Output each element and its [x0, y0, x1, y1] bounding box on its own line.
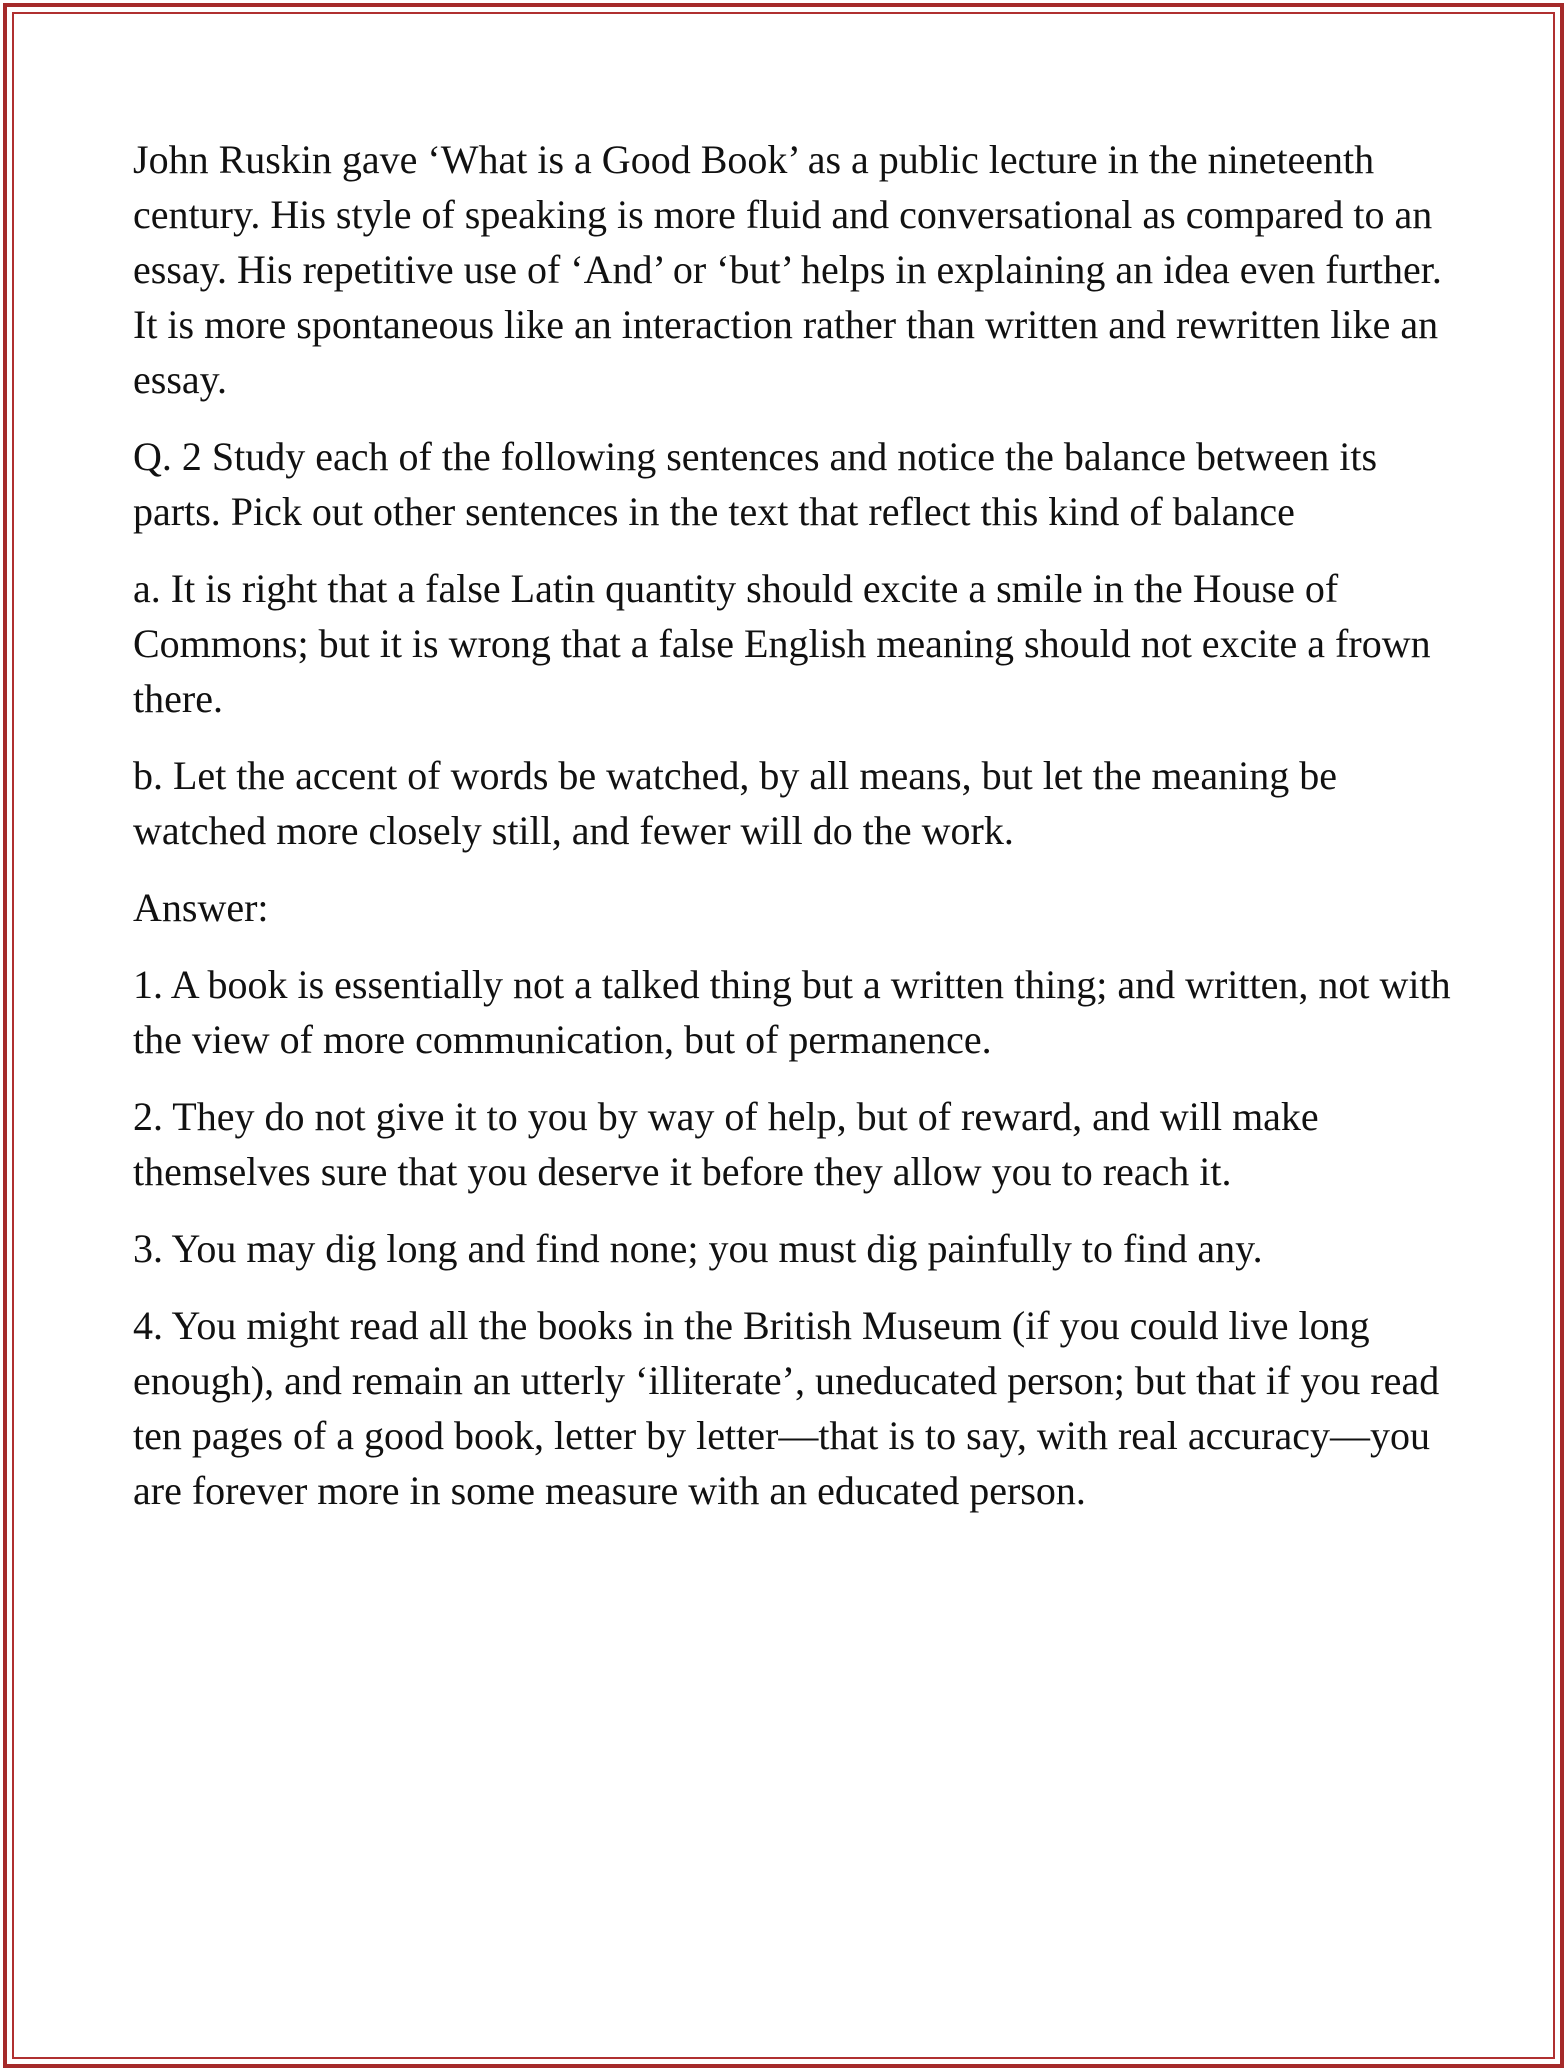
document-body: [133, 132, 1453, 1540]
question-paragraph: Q. 2 Study each of the following sentences and notice the balance between its parts. Pick out other sentences in the text that reflect this kind of balance: [133, 434, 1378, 534]
answer-item-3: 3. You may dig long and find none; you must dig painfully to find any.: [133, 1226, 1263, 1271]
example-sentence-a: a. It is right that a false Latin quantity should excite a smile in the House of Commons; but it is wrong that a false English meaning should not excite a frown there.: [133, 566, 1431, 721]
answer-item-1: 1. A book is essentially not a talked thing but a written thing; and written, not with the view of more communication, but of permanence.: [133, 962, 1451, 1062]
intro-paragraph: John Ruskin gave ‘What is a Good Book’ as a public lecture in the nineteenth century. His style of speaking is more fluid and conversational as compared to an essay. His repetitive use of ‘And’ or ‘but’ helps in explaining an idea even further. It is more spontaneous like an interaction rather than written and rewritten like an essay.: [133, 137, 1442, 402]
example-sentence-b: b. Let the accent of words be watched, by all means, but let the meaning be watched more closely still, and fewer will do the work.: [133, 753, 1338, 853]
answer-item-2: 2. They do not give it to you by way of help, but of reward, and will make themselves sure that you deserve it before they allow you to reach it.: [133, 1094, 1319, 1194]
answer-item-4: 4. You might read all the books in the British Museum (if you could live long enough), and remain an utterly ‘illiterate’, uneducated person; but that if you read ten pages of a good book, letter by letter—that is to say, with real accuracy—you are forever more in some measure with an educated person.: [133, 1303, 1440, 1513]
answer-label: Answer:: [133, 885, 269, 930]
